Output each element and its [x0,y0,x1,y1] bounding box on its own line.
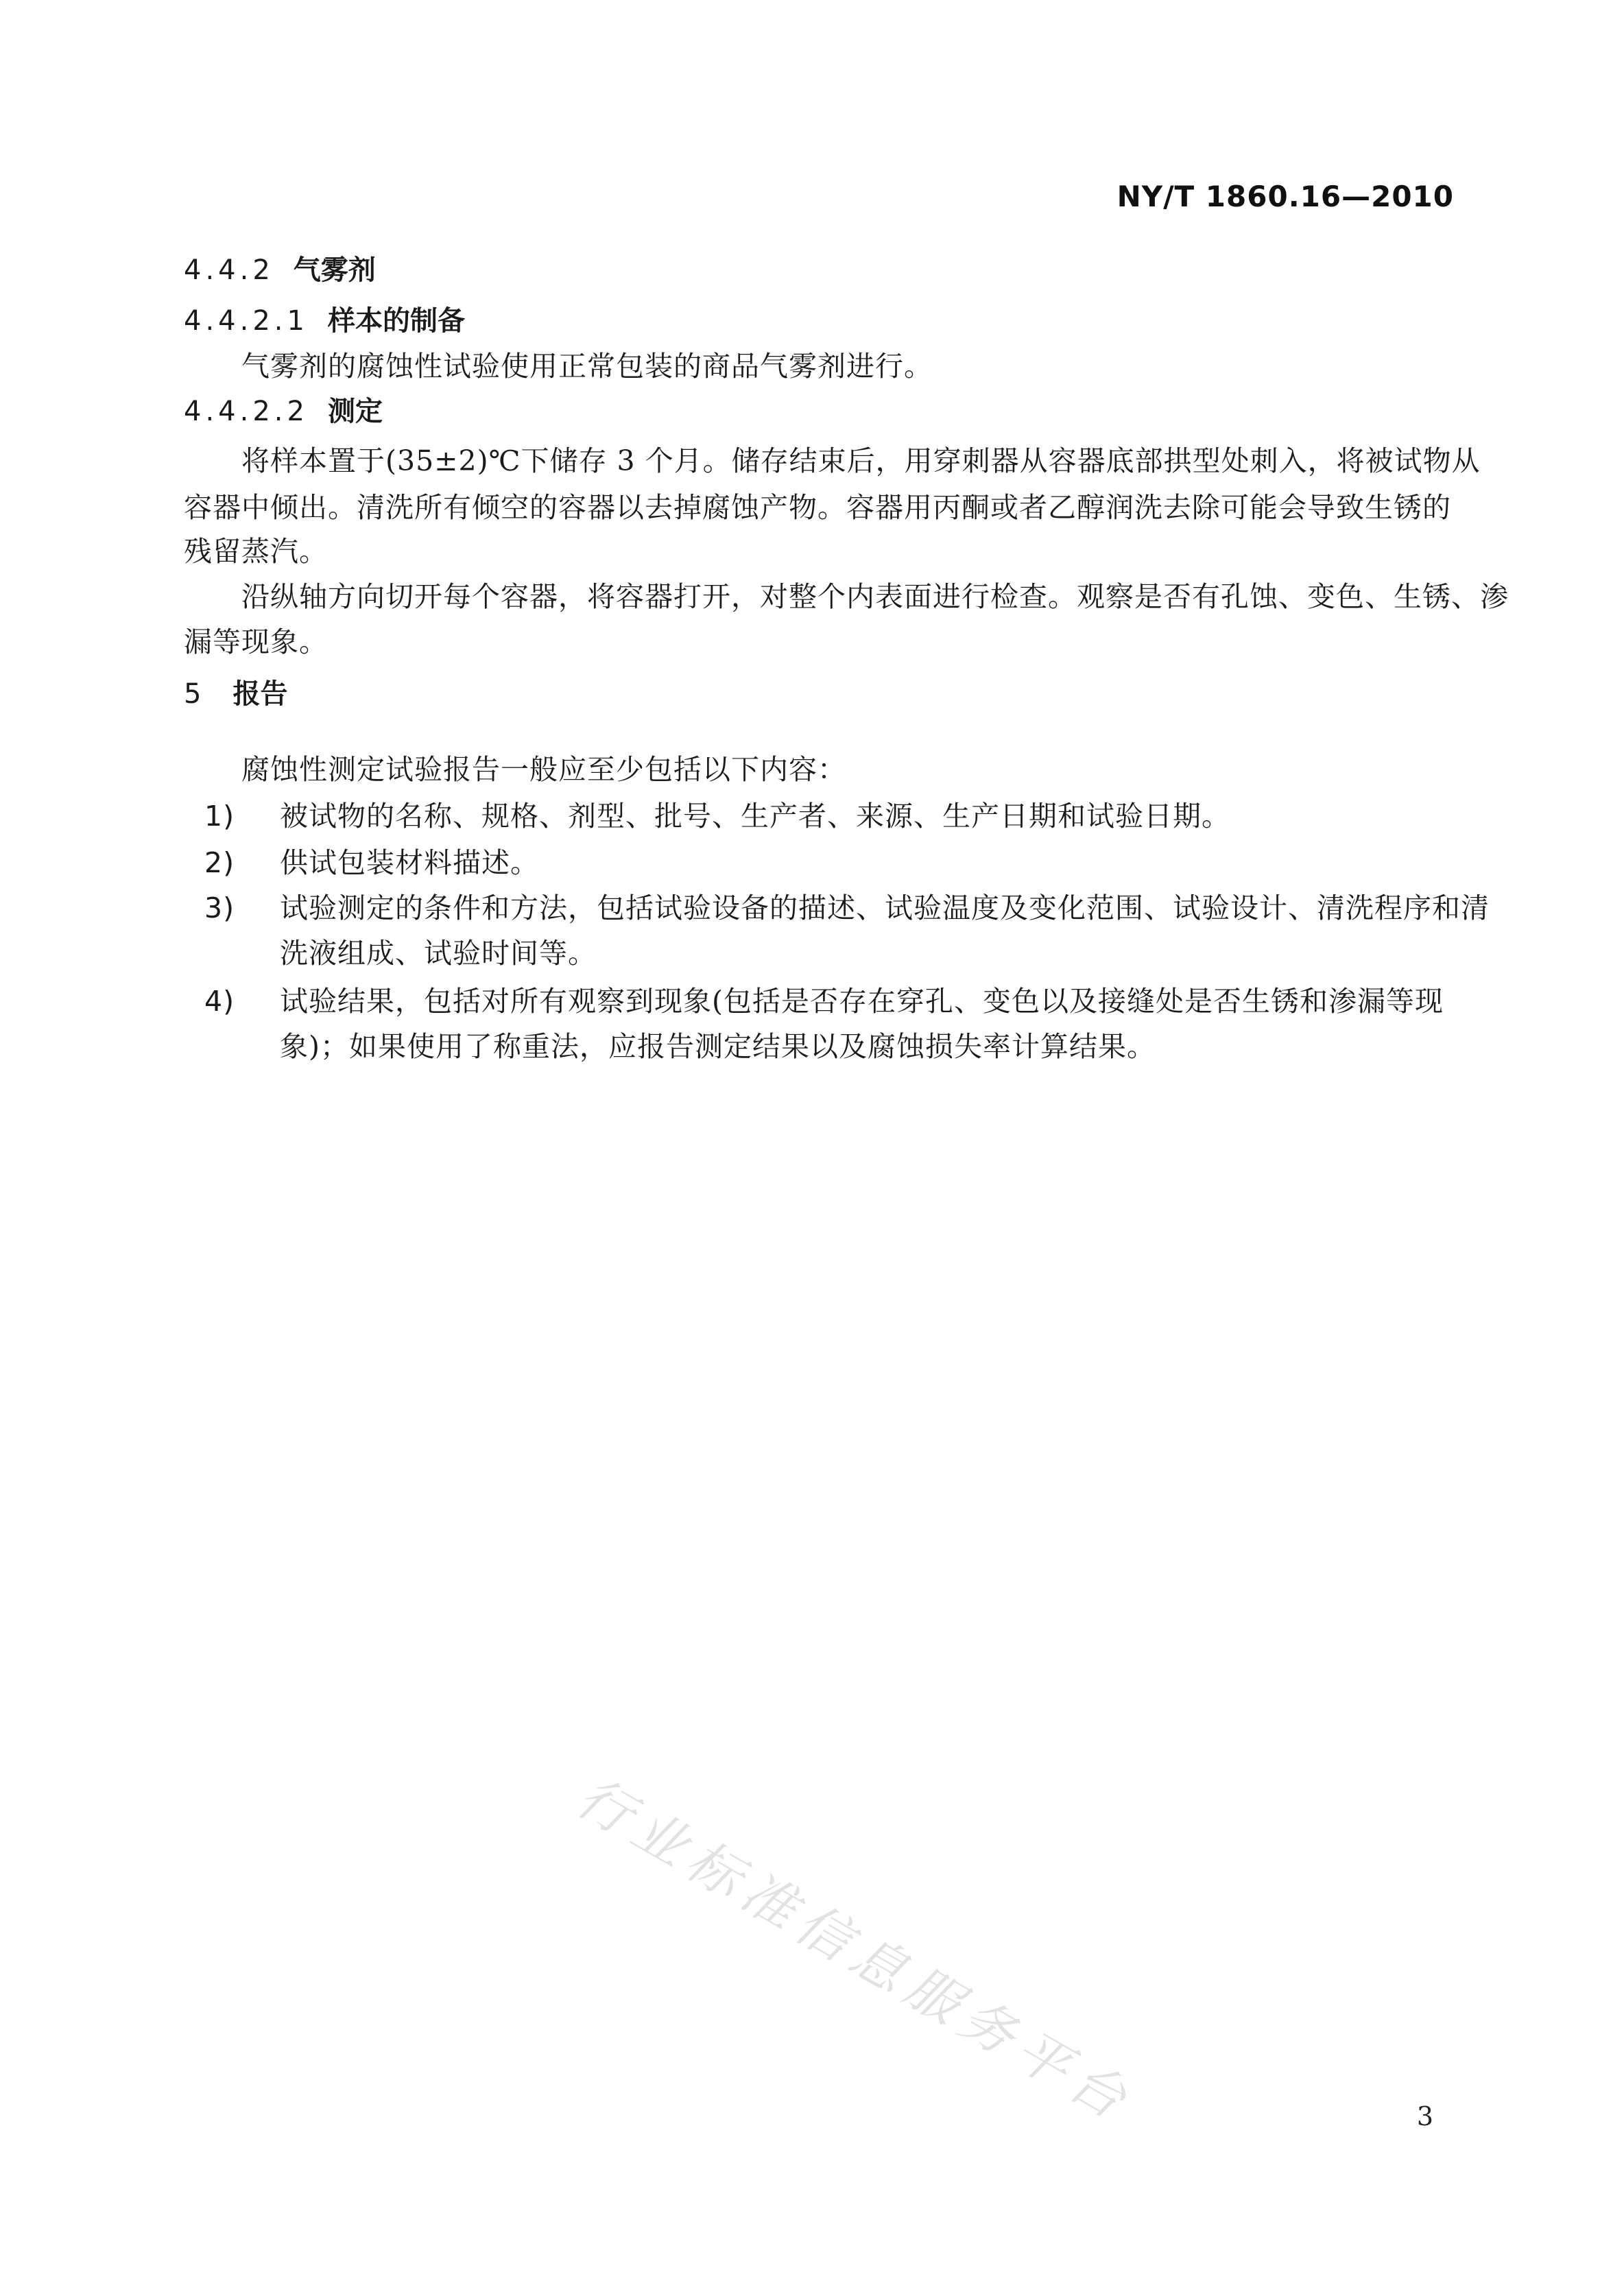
section-number: 4.4.2.2 [184,396,309,427]
watermark: 行业标准信息服务平台 [566,1766,1144,2136]
standard-number-header: NY/T 1860.16—2010 [1116,180,1454,213]
paragraph-measure-line: 将样本置于(35±2)℃下储存 3 个月。储存结束后，用穿刺器从容器底部拱型处刺入，将被试物从 [241,444,1481,477]
report-item [204,889,1490,927]
item-number: 4) [204,985,235,1018]
section-title: 报告 [232,678,288,710]
item-text: 试验测定的条件和方法，包括试验设备的描述、试验温度及变化范围、试验设计、清洗程序和清 [280,892,1490,924]
report-item [204,844,539,882]
section-title: 样本的制备 [327,305,465,337]
report-item [204,982,1444,1020]
item-number: 1) [204,800,235,833]
item-number: 3) [204,892,235,924]
item-number: 2) [204,846,235,879]
section-title: 测定 [327,396,383,427]
item-text: 供试包装材料描述。 [280,846,539,879]
heading-4-4-2-1 [184,302,465,340]
heading-5-report [184,675,287,713]
report-item-continuation: 洗液组成、试验时间等。 [280,937,597,970]
paragraph-inspect-line: 沿纵轴方向切开每个容器，将容器打开，对整个内表面进行检查。观察是否有孔蚀、变色、生锈、渗 [241,580,1509,613]
section-number: 4.4.2 [184,254,274,286]
heading-4-4-2-2 [184,392,383,431]
page-number: 3 [1416,2101,1433,2131]
section-number: 5 [184,678,206,710]
paragraph-sample-prep: 气雾剂的腐蚀性试验使用正常包装的商品气雾剂进行。 [241,350,933,383]
section-number: 4.4.2.1 [184,305,309,337]
report-item-continuation: 象)；如果使用了称重法，应报告测定结果以及腐蚀损失率计算结果。 [280,1030,1156,1063]
report-item [204,797,1230,835]
paragraph-measure-line: 残留蒸汽。 [184,535,328,568]
paragraph-inspect-line: 漏等现象。 [184,625,328,658]
section-title: 气雾剂 [293,254,376,286]
heading-4-4-2 [184,251,376,289]
report-intro: 腐蚀性测定试验报告一般应至少包括以下内容： [241,753,846,786]
item-text: 试验结果，包括对所有观察到现象(包括是否存在穿孔、变色以及接缝处是否生锈和渗漏等现 [280,985,1444,1018]
item-text: 被试物的名称、规格、剂型、批号、生产者、来源、生产日期和试验日期。 [280,800,1230,833]
paragraph-measure-line: 容器中倾出。清洗所有倾空的容器以去掉腐蚀产物。容器用丙酮或者乙醇润洗去除可能会导致生锈的 [184,491,1451,524]
